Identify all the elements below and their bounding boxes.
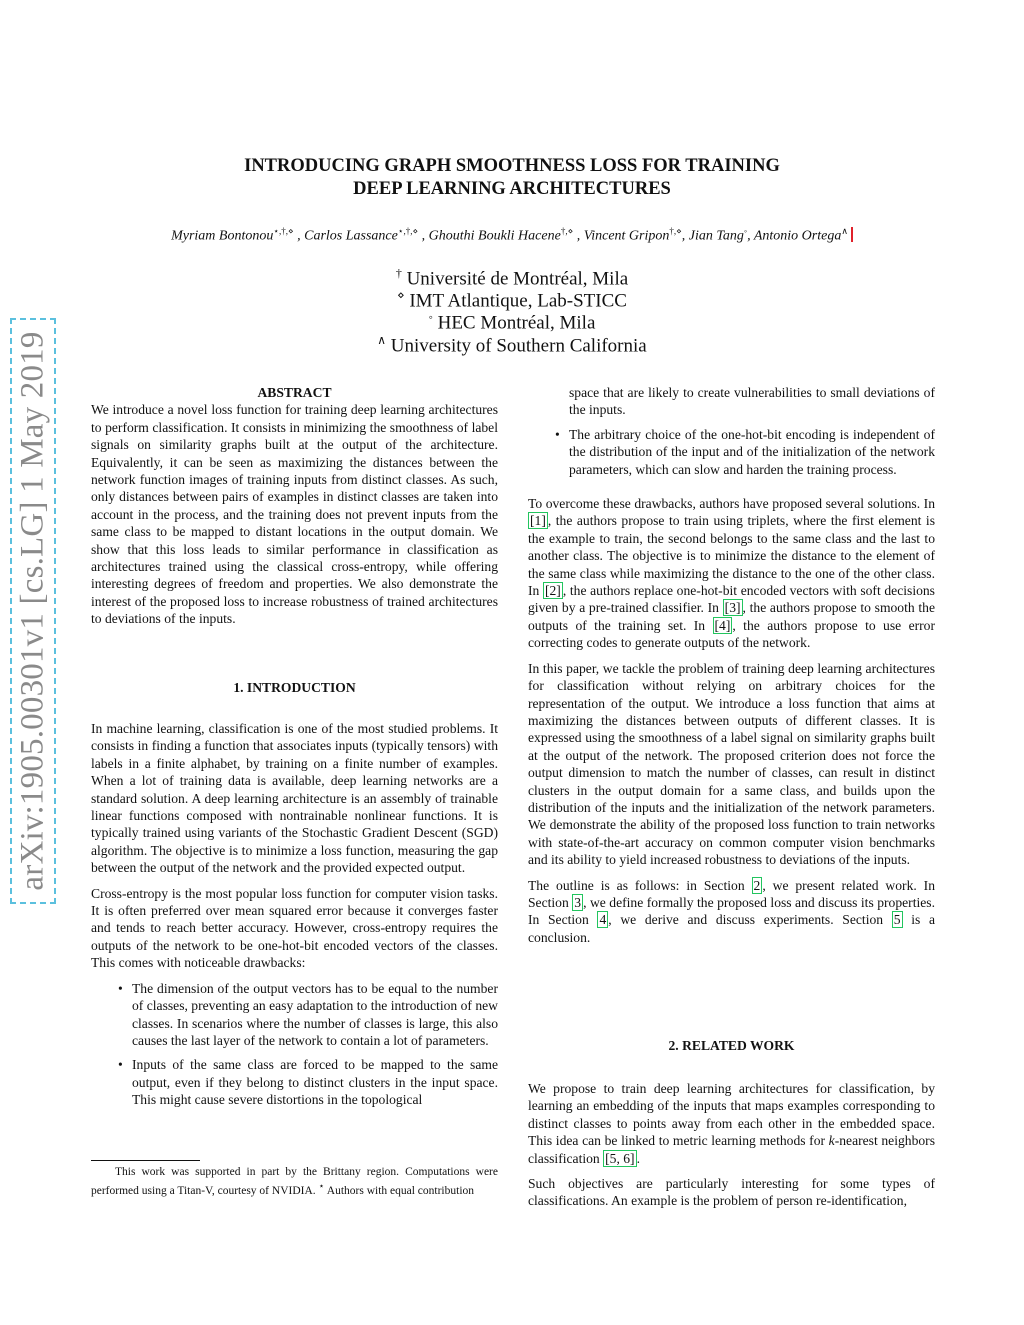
author-list: Myriam Bontonou⋆,†,⋄ , Carlos Lassance⋆,†,⋄ , Ghouthi Boukli Hacene†,⋄ , Vincent Gripon†,⋄, Jian Tang◦, Antonio Ortega∧	[0, 226, 1024, 245]
arxiv-stamp	[10, 318, 56, 904]
affiliation: ◦ HEC Montréal, Mila	[428, 310, 596, 334]
related-work-heading: 2. RELATED WORK	[668, 1038, 795, 1053]
section-link[interactable]: 4	[599, 912, 607, 928]
abstract-heading: ABSTRACT	[257, 385, 332, 400]
author-name: Vincent Gripon	[583, 228, 670, 244]
author-marks: ⋆,†,⋄	[273, 226, 294, 236]
author-marks: †,⋄	[560, 226, 574, 236]
citation-link[interactable]: [5, 6]	[605, 1150, 635, 1166]
footnote-rule	[91, 1160, 200, 1161]
right-column	[528, 384, 935, 946]
affiliation: ⋄ IMT Atlantique, Lab-STICC	[397, 288, 627, 312]
author-marks: ◦	[743, 226, 748, 236]
footnote: This work was supported in part by the Brittany region. Computations were performed using a Titan-V, courtesy of NVIDIA. ⋆ Authors with equal contribution	[91, 1166, 498, 1197]
arxiv-identifier: arXiv:1905.00301v1 [cs.LG] 1 May 2019	[14, 331, 51, 891]
author-marks: ∧	[841, 226, 848, 236]
intro-paragraph-3: To overcome these drawbacks, authors have proposed several solutions. In [1] , the authors propose to train using triplets, where the first element is the example to train, the second belongs to the same class and the last to another class. The objective is to minimize the distance to the element of the same class while maximizing the distance to the one of the other class. In [2] , the authors replace one-hot-bit encoded vectors with soft decisions given by a pre-trained classifier. In [3] , the authors propose to smooth the outputs of the training set. In [4] , the authors propose to use error correcting codes to generate outputs of the network.	[528, 496, 935, 651]
introduction-heading-block	[91, 679, 498, 696]
author-name: Carlos Lassance	[304, 228, 398, 244]
author-marks: †,⋄	[669, 226, 682, 236]
paper-title-line-1: INTRODUCING GRAPH SMOOTHNESS LOSS FOR TRAINING	[244, 156, 780, 176]
drawback-bullet-3: • The arbitrary choice of the one-hot-bit encoding is independent of the distribution of the input and of the initialization of the network parameters, which can slow and harden the training process.	[555, 426, 935, 477]
related-work-heading-block	[528, 1037, 935, 1054]
intro-paragraph-1: In machine learning, classification is one of the most studied problems. It consists in finding a function that associates inputs (typically tensors) with labels in a finite alphabet, by training on a finite number of examples. When a lot of training data is available, deep learning networks are a standard solution. A deep learning architecture is an assembly of trainable linear functions composed with nontrainable nonlinear functions. It is typically trained using variants of the Stochastic Gradient Descent (SGD) algorithm. The objective is to minimize a loss function, measuring the gap between the output of the network and the provided expected output.	[91, 721, 498, 876]
introduction-body	[91, 720, 498, 1109]
related-paragraph-2: Such objectives are particularly interesting for some types of classifications. An example is the problem of person re-identification,	[528, 1176, 935, 1209]
author-name: Jian Tang	[688, 228, 744, 244]
drawback-bullet-2: • Inputs of the same class are forced to be mapped to the same output, even if they belong to distinct clusters in the input space. This might cause severe distortions in the topological	[118, 1057, 498, 1108]
citation-link[interactable]: [2]	[544, 583, 561, 599]
abstract-section	[91, 384, 498, 628]
author-name: Ghouthi Boukli Hacene	[428, 228, 561, 244]
citation-link[interactable]: [4]	[714, 617, 731, 633]
author-marks: ⋆,†,⋄	[397, 226, 419, 236]
citation-link[interactable]: [3]	[724, 600, 741, 616]
intro-paragraph-4: In this paper, we tackle the problem of training deep learning architectures for classification without relying on arbitrary choices for the representation of the output. We introduce a loss function that aims at maximizing the distances between outputs of different classes. It is expressed using the smoothness of a label signal on similarity graphs built at the output of the network. The proposed criterion does not force the output dimension to match the number of classes, can result in distinct clusters in the output domain for a same class, and builds upon the distribution of the inputs and the initialization of the network parameters. We demonstrate the ability of the proposed loss function to train networks with state-of-the-art accuracy on common computer vision benchmarks and its ability to yield increased robustness to deviations of the inputs.	[528, 660, 935, 868]
drawback-bullet-1: • The dimension of the output vectors has to be equal to the number of classes, preventing an easy adaptation to the introduction of new classes. In scenarios where the number of classes is large, this also causes the last layer of the network to contain a lot of parameters.	[118, 980, 498, 1048]
introduction-heading: 1. INTRODUCTION	[233, 680, 356, 695]
section-link[interactable]: 3	[574, 894, 582, 910]
section-link[interactable]: 5	[893, 912, 901, 928]
drawback-bullet-2-continued: space that are likely to create vulnerabilities to small deviations of the inputs.	[569, 385, 935, 418]
section-link[interactable]: 2	[753, 877, 761, 893]
author-name: Antonio Ortega	[753, 228, 842, 244]
intro-paragraph-2: Cross-entropy is the most popular loss function for computer vision tasks. It is often preferred over mean squared error because it converges faster and tends to reach better accuracy. However, cross-entropy requires the outputs of the network to be one-hot-bit encoded vectors of the classes. This comes with noticeable drawbacks:	[91, 885, 498, 971]
related-paragraph-1: We propose to train deep learning architectures for classification, by learning an embedding of the inputs that maps examples corresponding to distinct classes to points away from each other in the embedded space. This idea can be linked to metric learning methods for k-nearest neighbors classification [5, 6] .	[528, 1081, 935, 1166]
affiliation: † Université de Montréal, Mila	[395, 266, 629, 290]
related-work-body	[528, 1080, 935, 1210]
intro-paragraph-5: The outline is as follows: in Section 2 , we present related work. In Section 3 , we define formally the proposed loss and discuss its properties. In Section 4 , we derive and discuss experiments. Section 5 is a conclusion.	[528, 877, 936, 945]
footnote-link-marker[interactable]	[851, 227, 853, 242]
citation-link[interactable]: [1]	[530, 513, 546, 529]
author-name: Myriam Bontonou	[171, 228, 274, 244]
paper-title-line-2: DEEP LEARNING ARCHITECTURES	[353, 179, 671, 199]
abstract-text: We introduce a novel loss function for training deep learning architectures to perform classification. It consists in minimizing the smoothness of label signals on similarity graphs built at the output of the architecture. Equivalently, it can be seen as maximizing the distances between the network function images of training inputs from distinct classes. As such, only distances between pairs of examples in distinct classes are taken into account in the process, and the training does not prevent inputs from the same class to be mapped to distant locations in the output domain. We show that this loss leads to similar performance in classification as architectures trained using the classical cross-entropy, while offering interesting degrees of freedom and properties. We also demonstrate the interest of the proposed loss to increase robustness of trained architectures to deviations of the inputs.	[91, 402, 498, 627]
affiliation: ∧ University of Southern California	[377, 333, 647, 357]
